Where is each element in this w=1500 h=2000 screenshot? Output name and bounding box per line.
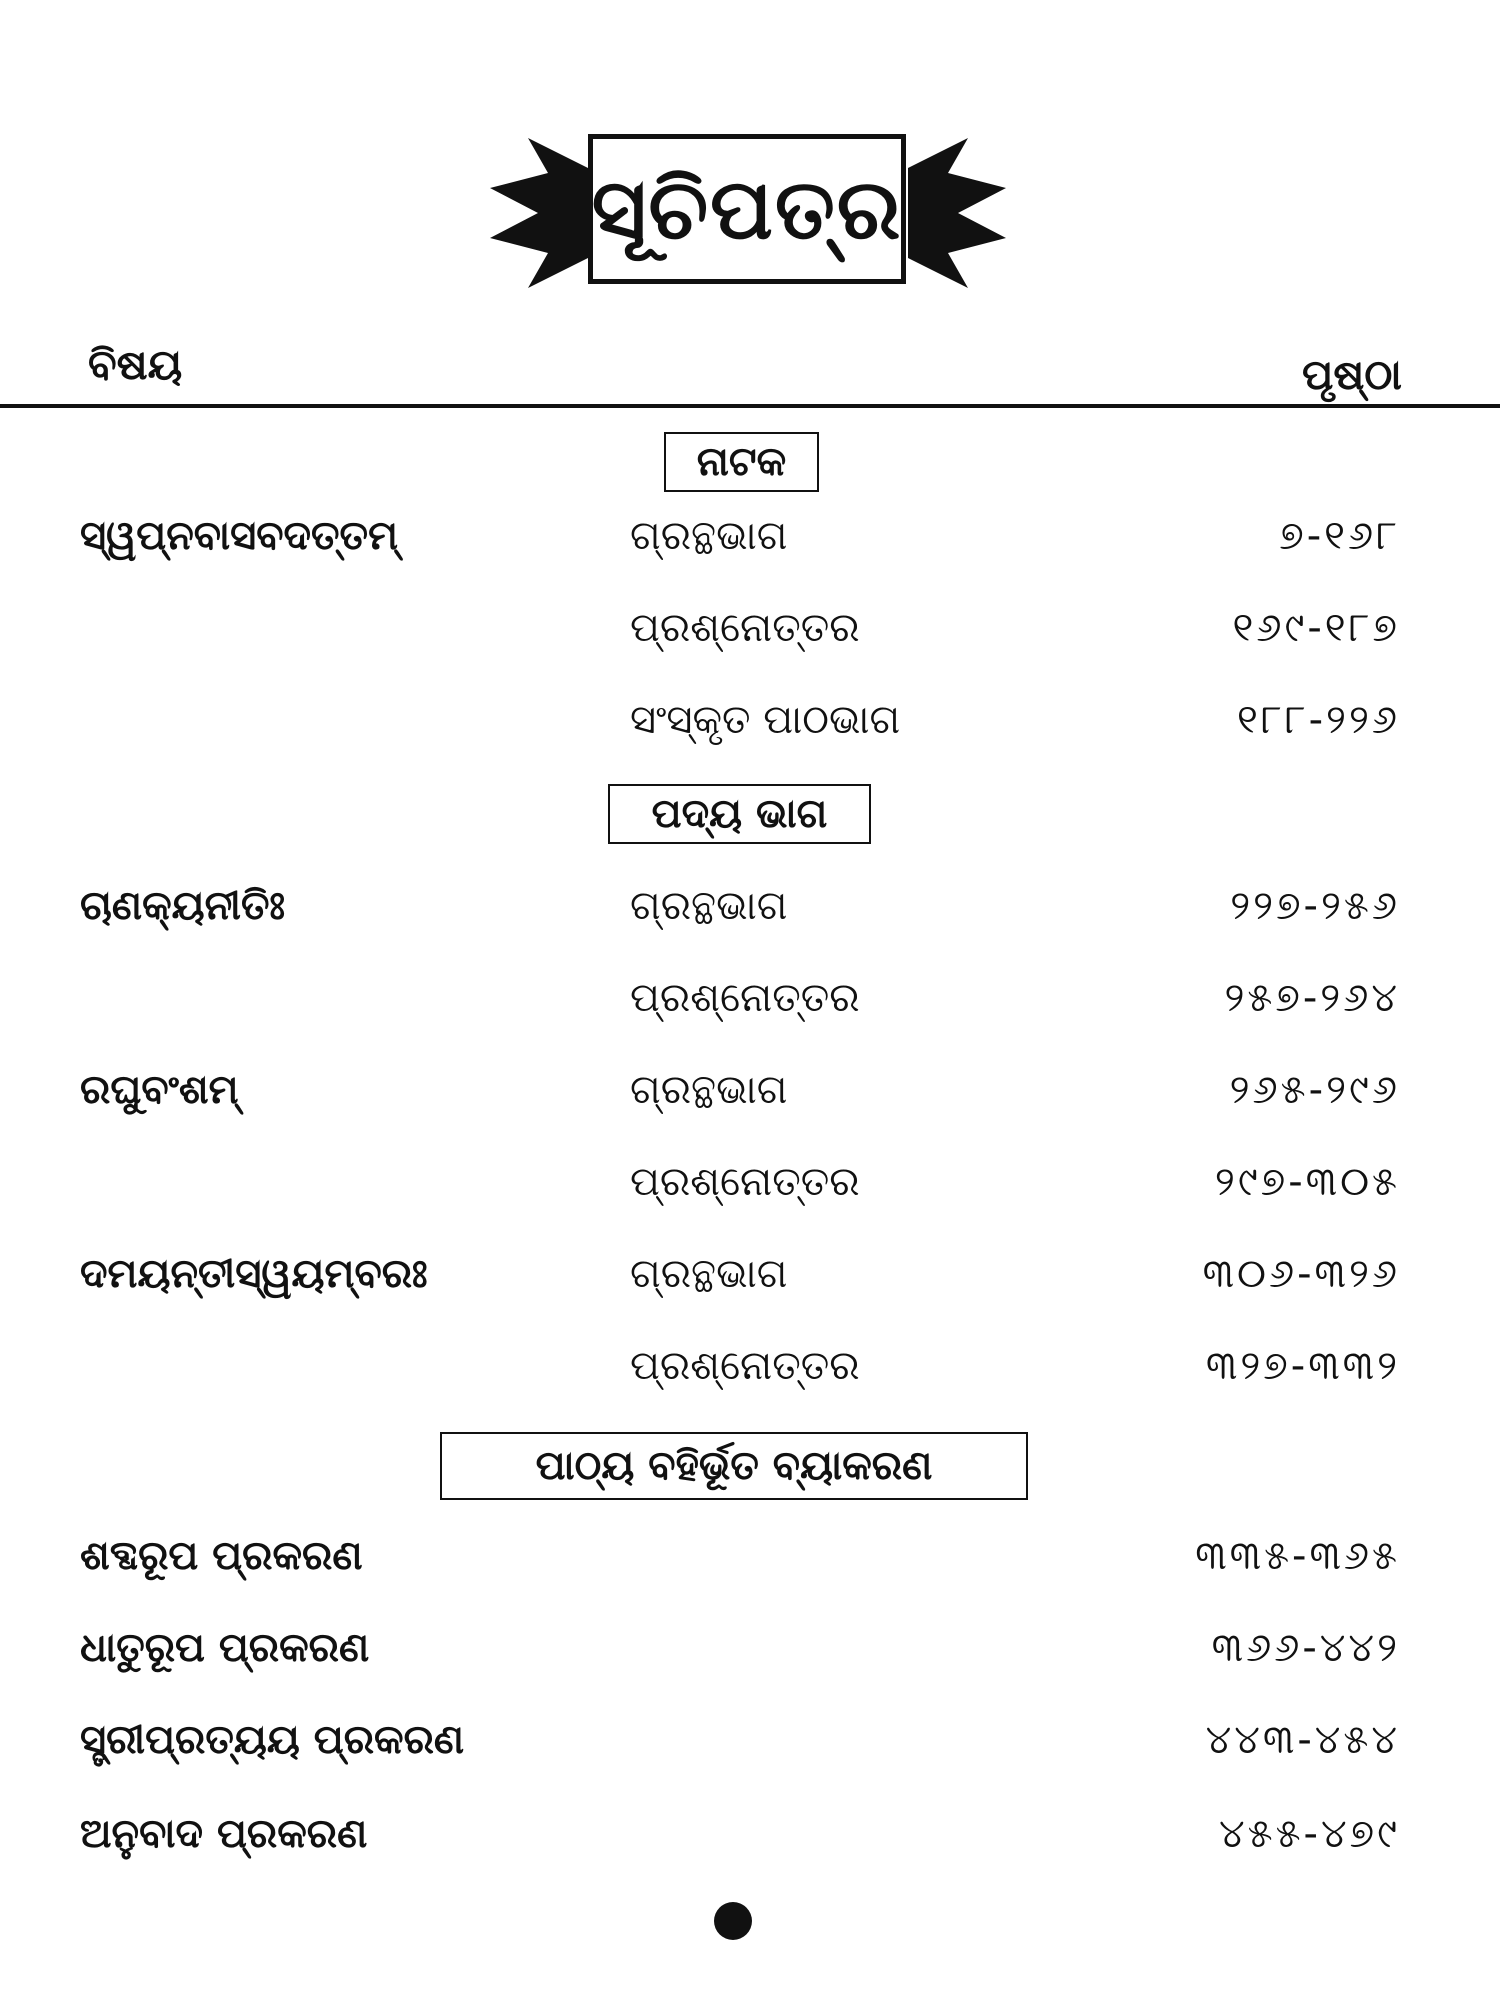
toc-part: ଗ୍ରନ୍ଥଭାଗ [630,513,788,559]
toc-subject: ରଘୁବଂଶମ୍ [80,1067,239,1113]
toc-row [0,506,1500,566]
toc-pages: ୭-୧୬୮ [1279,513,1400,559]
toc-subject: ଶବ୍ଦରୂପ ପ୍ରକରଣ [80,1533,363,1579]
toc-part: ଗ୍ରନ୍ଥଭାଗ [630,883,788,929]
toc-part: ପ୍ରଶ୍ନୋତ୍ତର [630,975,860,1021]
toc-row [0,876,1500,936]
title-box [588,134,906,284]
toc-pages: ୪୪୩-୪୫୪ [1205,1717,1400,1763]
section-heading-grammar: ପାଠ୍ୟ ବହିର୍ଭୂତ ବ୍ୟାକରଣ [440,1432,1028,1500]
toc-part: ପ୍ରଶ୍ନୋତ୍ତର [630,605,860,651]
toc-subject: ଅନୁବାଦ ପ୍ରକରଣ [80,1811,368,1857]
toc-pages: ୨୫୭-୨୬୪ [1224,975,1400,1021]
toc-row [0,1526,1500,1586]
page-header: ପୃଷ୍ଠା [1301,350,1402,399]
toc-pages: ୨୯୭-୩୦୫ [1214,1159,1400,1205]
toc-row [0,690,1500,750]
toc-subject: ସ୍ତ୍ରୀପ୍ରତ୍ୟୟ ପ୍ରକରଣ [80,1717,465,1763]
toc-pages: ୧୮୮-୨୨୬ [1237,697,1400,743]
toc-pages: ୧୬୯-୧୮୭ [1232,605,1400,651]
toc-pages: ୩୬୬-୪୪୨ [1211,1625,1400,1671]
section-heading-poetry: ପଦ୍ୟ ଭାଗ [608,784,871,844]
bullet-dot-icon [714,1902,752,1940]
toc-row [0,1152,1500,1212]
page-title: ସୂଚିପତ୍ର [591,159,903,258]
toc-pages: ୩୨୭-୩୩୨ [1205,1343,1400,1389]
toc-part: ଗ୍ରନ୍ଥଭାଗ [630,1251,788,1297]
section-heading-drama: ନାଟକ [664,432,819,492]
toc-pages: ୪୫୫-୪୭୯ [1219,1811,1400,1857]
toc-pages: ୨୨୭-୨୫୬ [1230,883,1400,929]
subject-header: ବିଷୟ [88,340,183,389]
toc-subject: ଧାତୁରୂପ ପ୍ରକରଣ [80,1625,370,1671]
toc-row [0,968,1500,1028]
toc-pages: ୩୦୬-୩୨୬ [1202,1251,1400,1297]
toc-row [0,1336,1500,1396]
toc-subject: ସ୍ୱପ୍ନବାସବଦତ୍ତମ୍ [80,513,398,559]
title-banner [488,128,1008,298]
toc-part: ପ୍ରଶ୍ନୋତ୍ତର [630,1343,860,1389]
toc-subject: ଚାଣକ୍ୟନୀତିଃ [80,883,286,929]
toc-row [0,1804,1500,1864]
toc-pages: ୩୩୫-୩୬୫ [1195,1533,1400,1579]
toc-row [0,598,1500,658]
header-divider [0,404,1500,408]
toc-row [0,1710,1500,1770]
toc-row [0,1618,1500,1678]
toc-row [0,1244,1500,1304]
toc-part: ସଂସ୍କୃତ ପାଠଭାଗ [630,697,901,743]
toc-subject: ଦମୟନ୍ତୀସ୍ୱୟମ୍ବରଃ [80,1251,428,1297]
toc-part: ପ୍ରଶ୍ନୋତ୍ତର [630,1159,860,1205]
toc-part: ଗ୍ରନ୍ଥଭାଗ [630,1067,788,1113]
toc-row [0,1060,1500,1120]
toc-pages: ୨୬୫-୨୯୬ [1229,1067,1400,1113]
